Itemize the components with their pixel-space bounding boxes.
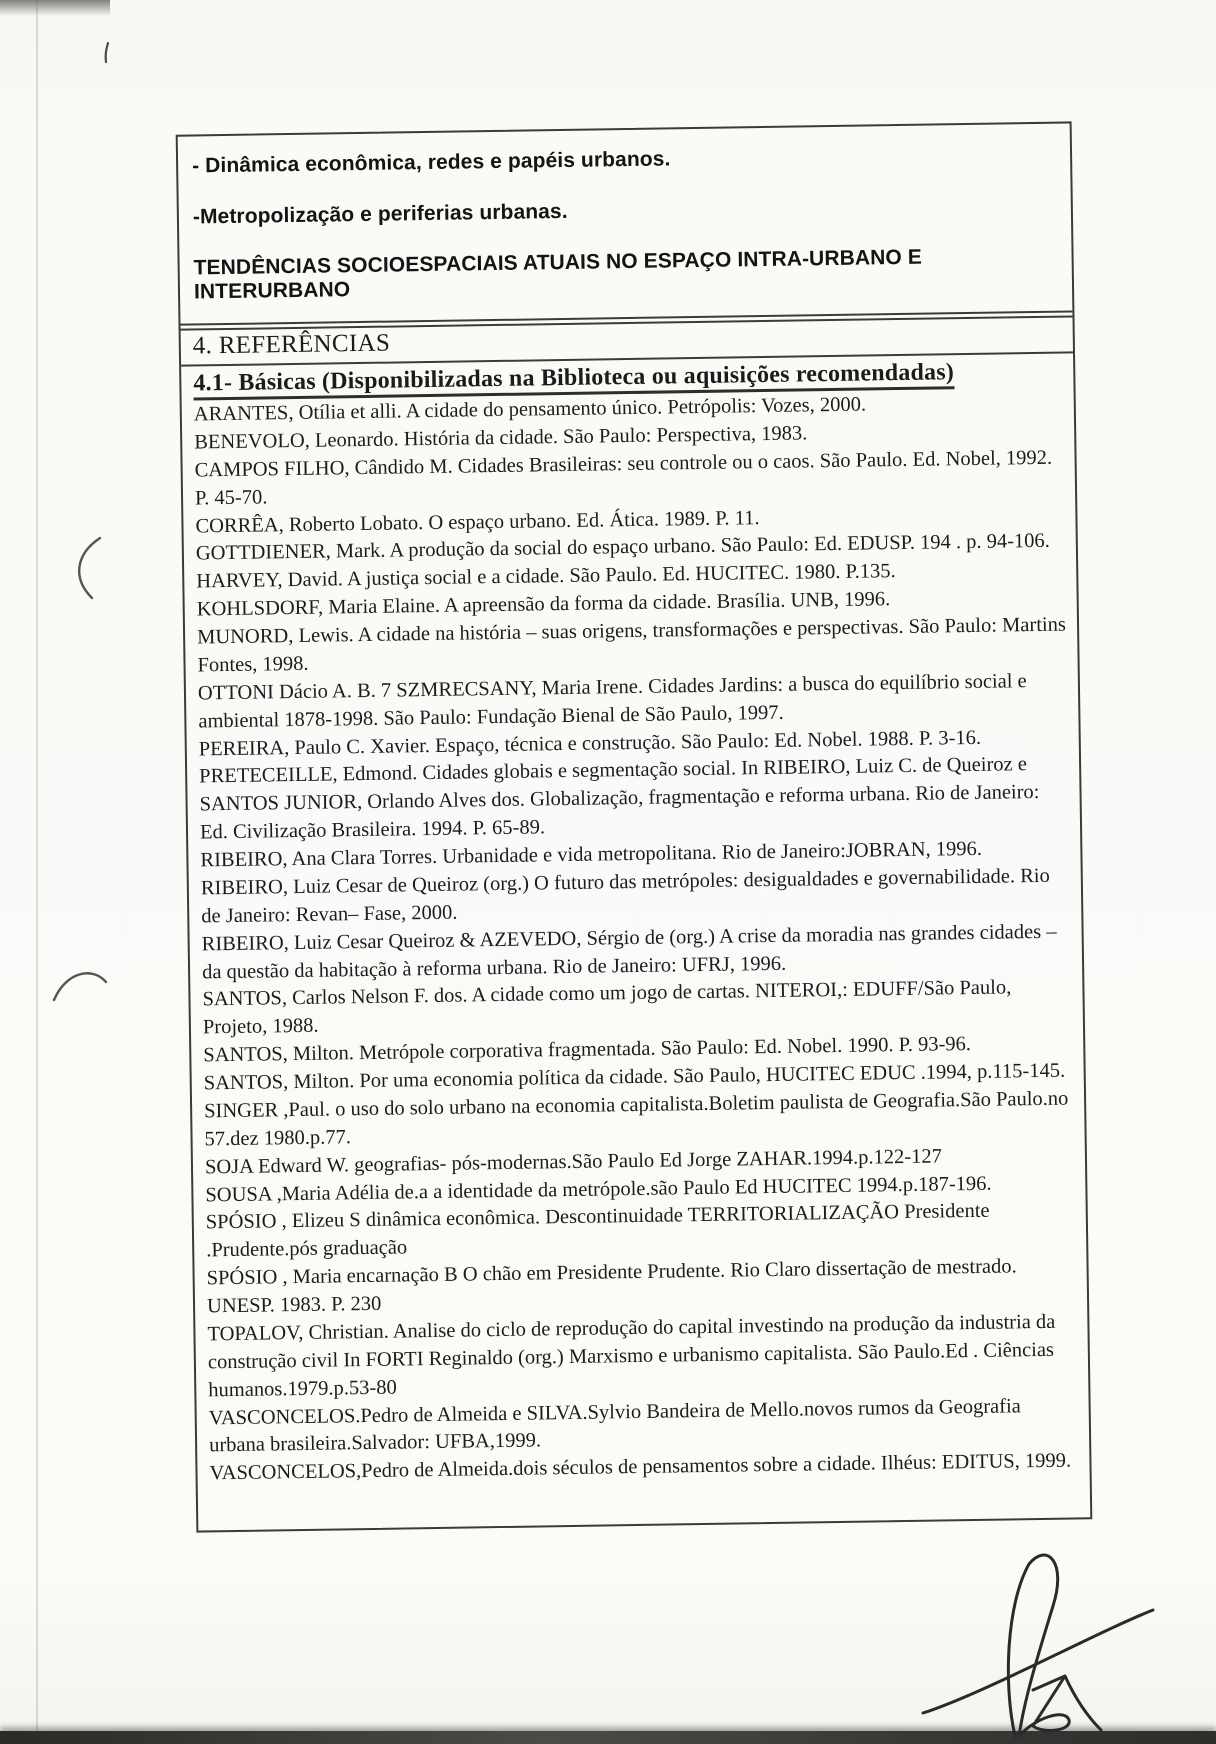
topics-box: [178, 123, 1073, 325]
reference-item: PRETECEILLE, Edmond. Cidades globais e segmentação social. In RIBEIRO, Luiz C. de Queiroz e SANTOS JUNIOR, Orlando Alves dos. Globalização, fragmentação e reforma urbana. Rio de Janeiro: Ed. Civilização Brasileira. 1994. P. 65-89.: [199, 753, 1040, 844]
paper-edge-line: [36, 0, 38, 1744]
reference-item: VASCONCELOS,Pedro de Almeida.dois séculos de pensamentos sobre a cidade. Ilhéus: EDITUS, 1999.: [209, 1449, 1072, 1485]
reference-item: SANTOS, Milton. Metrópole corporativa fragmentada. São Paulo: Ed. Nobel. 1990. P. 93-96.: [203, 1033, 972, 1067]
topic-line: -Metropolização e periferias urbanas.: [192, 199, 568, 229]
scan-corner-smudge: [0, 0, 110, 16]
reference-item: RIBEIRO, Luiz Cesar Queiroz & AZEVEDO, Sérgio de (org.) A crise da moradia nas grandes cidades – da questão da habitação à reforma urbana. Rio de Janeiro: UFRJ, 1996.: [201, 920, 1057, 983]
reference-item: PEREIRA, Paulo C. Xavier. Espaço, técnica e construção. São Paulo: Ed. Nobel. 1988. P. 3-16.: [198, 726, 982, 760]
stray-tick-mark: [100, 40, 114, 66]
signature-scribble: [915, 1548, 1160, 1738]
subsection-title: 4.1- Básicas (Disponibilizadas na Biblioteca ou aquisições recomendadas): [193, 359, 954, 400]
reference-item: KOHLSDORF, Maria Elaine. A apreensão da forma da cidade. Brasília. UNB, 1996.: [196, 588, 891, 621]
binding-shadow: [0, 0, 32, 1744]
reference-item: BENEVOLO, Leonardo. História da cidade. São Paulo: Perspectiva, 1983.: [194, 422, 808, 454]
reference-item: RIBEIRO, Ana Clara Torres. Urbanidade e vida metropolitana. Rio de Janeiro:JOBRAN, 1996.: [200, 837, 983, 872]
reference-item: SPÓSIO , Elizeu S dinâmica econômica. Descontinuidade TERRITORIALIZAÇÃO Presidente .Prudente.pós graduação: [205, 1200, 990, 1262]
reference-item: CORRÊA, Roberto Lobato. O espaço urbano. Ed. Ática. 1989. P. 11.: [195, 506, 760, 537]
reference-item: VASCONCELOS.Pedro de Almeida e SILVA.Sylvio Bandeira de Mello.novos rumos da Geografia urbana brasileira.Salvador: UFBA,1999.: [208, 1394, 1021, 1457]
topic-line: - Dinâmica econômica, redes e papéis urbanos.: [191, 147, 671, 178]
reference-item: SINGER ,Paul. o uso do solo urbano na economia capitalista.Boletim paulista de Geografia.São Paulo.no 57.dez 1980.p.77.: [204, 1087, 1069, 1151]
reference-item: HARVEY, David. A justiça social e a cidade. São Paulo. Ed. HUCITEC. 1980. P.135.: [196, 560, 896, 593]
reference-item: SOUSA ,Maria Adélia de.a a identidade da metrópole.são Paulo Ed HUCITEC 1994.p.187-196.: [205, 1172, 992, 1206]
references-table: [176, 121, 1093, 1532]
topic-line: TENDÊNCIAS SOCIOESPACIAIS ATUAIS NO ESPAÇO INTRA-URBANO E INTERURBANO: [193, 245, 923, 304]
reference-item: CAMPOS FILHO, Cândido M. Cidades Brasileiras: seu controle ou o caos. São Paulo. Ed. Nobel, 1992. P. 45-70.: [194, 446, 1053, 510]
reference-item: GOTTDIENER, Mark. A produção da social do espaço urbano. São Paulo: Ed. EDUSP. 194 . p. 94-106.: [195, 530, 1051, 565]
reference-item: SANTOS, Carlos Nelson F. dos. A cidade como um jogo de cartas. NITEROI,: EDUFF/São Paulo, Projeto, 1988.: [202, 976, 1012, 1039]
reference-item: MUNORD, Lewis. A cidade na história – suas origens, transformações e perspectivas. São Paulo: Martins Fontes, 1998.: [196, 613, 1067, 677]
reference-item: RIBEIRO, Luiz Cesar de Queiroz (org.) O futuro das metrópoles: desigualdades e governabilidade. Rio de Janeiro: Revan– Fase, 2000.: [200, 864, 1050, 928]
reference-item: TOPALOV, Christian. Analise do ciclo de reprodução do capital investindo na produção da industria da construção civil In FORTI Reginaldo (org.) Marxismo e urbanismo capitalista. São Paulo.Ed . Ciências humanos.1979.p.53-80: [207, 1310, 1056, 1402]
section-title: 4. REFERÊNCIAS: [192, 329, 391, 360]
reference-item: SPÓSIO , Maria encarnação B O chão em Presidente Prudente. Rio Claro dissertação de mestrado. UNESP. 1983. P. 230: [206, 1255, 1017, 1318]
reference-list: [182, 385, 1091, 1530]
reference-item: SANTOS, Milton. Por uma economia política da cidade. São Paulo, HUCITEC EDUC .1994, p.115-145.: [203, 1059, 1066, 1095]
reference-item: OTTONI Dácio A. B. 7 SZMRECSANY, Maria Irene. Cidades Jardins: a busca do equilíbrio social e ambiental 1878-1998. São Paulo: Fundação Bienal de São Paulo, 1997.: [197, 669, 1027, 733]
margin-paren-mark: [60, 532, 112, 604]
margin-arc-mark: [48, 958, 112, 1014]
reference-item: ARANTES, Otília et alli. A cidade do pensamento único. Petrópolis: Vozes, 2000.: [193, 393, 867, 426]
reference-item: SOJA Edward W. geografias- pós-modernas.São Paulo Ed Jorge ZAHAR.1994.p.122-127: [204, 1145, 943, 1179]
